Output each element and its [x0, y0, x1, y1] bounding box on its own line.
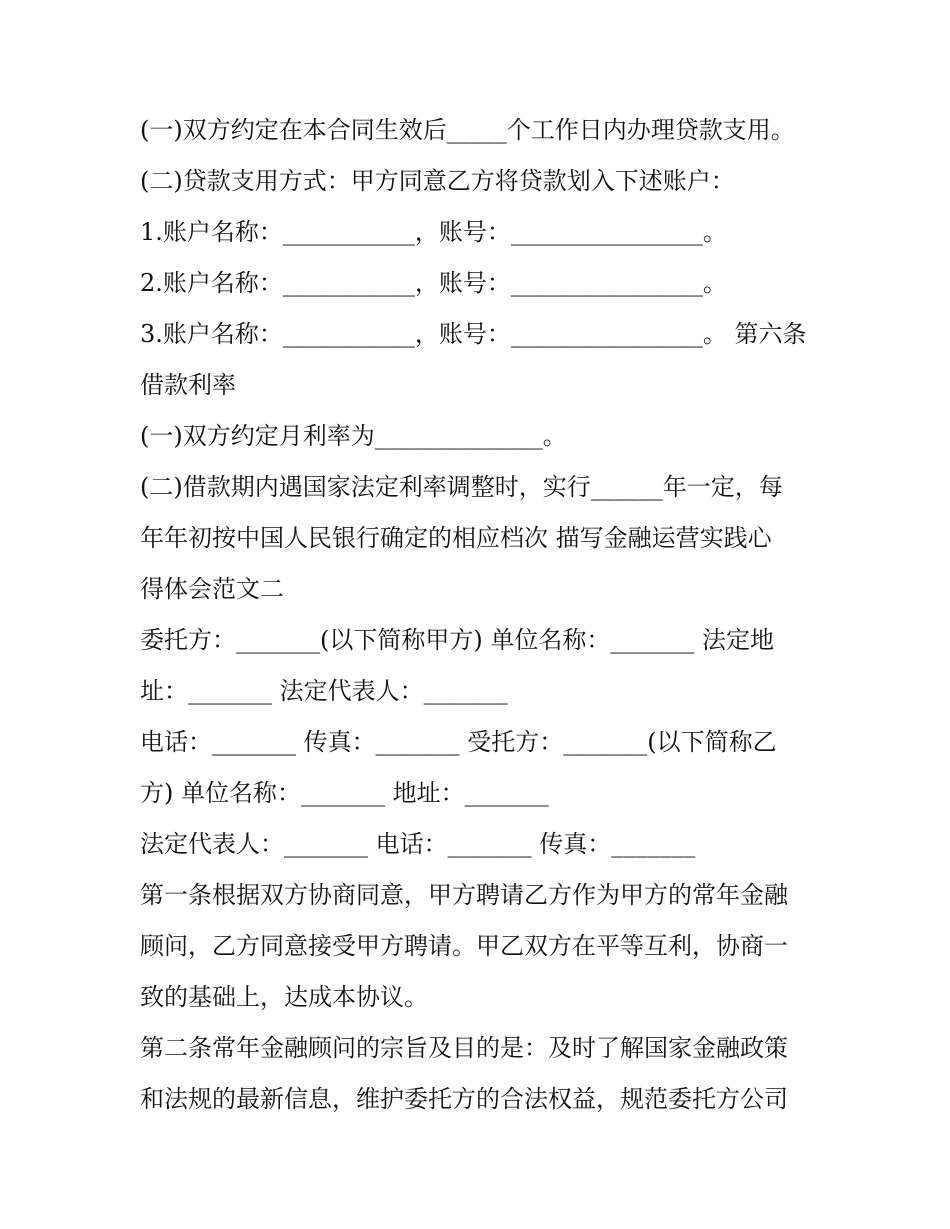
- text-line: 致的基础上，达成本协议。: [140, 983, 428, 1011]
- text-line: 电话：_______ 传真：_______ 受托方：_______(以下简称乙: [140, 728, 777, 756]
- text-line: 2.账户名称：___________，账号：________________。: [140, 269, 727, 297]
- text-line: (二)借款期内遇国家法定利率调整时，实行______年一定，每: [140, 473, 783, 501]
- text-line: 第二条常年金融顾问的宗旨及目的是：及时了解国家金融政策: [140, 1034, 788, 1062]
- text-line: (二)贷款支用方式：甲方同意乙方将贷款划入下述账户：: [140, 167, 735, 195]
- text-line: 得体会范文二: [140, 575, 284, 603]
- text-line: 年年初按中国人民银行确定的相应档次 描写金融运营实践心: [140, 524, 772, 552]
- text-line: 和法规的最新信息，维护委托方的合法权益，规范委托方公司: [140, 1085, 788, 1113]
- text-line: 址：_______ 法定代表人：_______: [140, 677, 508, 705]
- text-line: 借款利率: [140, 371, 236, 399]
- text-line: 3.账户名称：___________，账号：________________。 第六条: [140, 320, 807, 348]
- document-body: [140, 105, 820, 1125]
- text-line: (一)双方约定月利率为______________。: [140, 422, 567, 450]
- text-line: 方) 单位名称：_______ 地址：_______: [140, 779, 549, 807]
- text-line: 委托方：_______(以下简称甲方) 单位名称：_______ 法定地: [140, 626, 774, 654]
- text-line: 第一条根据双方协商同意，甲方聘请乙方作为甲方的常年金融: [140, 881, 788, 909]
- text-line: 顾问，乙方同意接受甲方聘请。甲乙双方在平等互利，协商一: [140, 932, 788, 960]
- text-line: 1.账户名称：___________，账号：________________。: [140, 218, 727, 246]
- text-line: 法定代表人：_______ 电话：_______ 传真：_______: [140, 830, 696, 858]
- text-line: (一)双方约定在本合同生效后_____个工作日内办理贷款支用。: [140, 116, 795, 144]
